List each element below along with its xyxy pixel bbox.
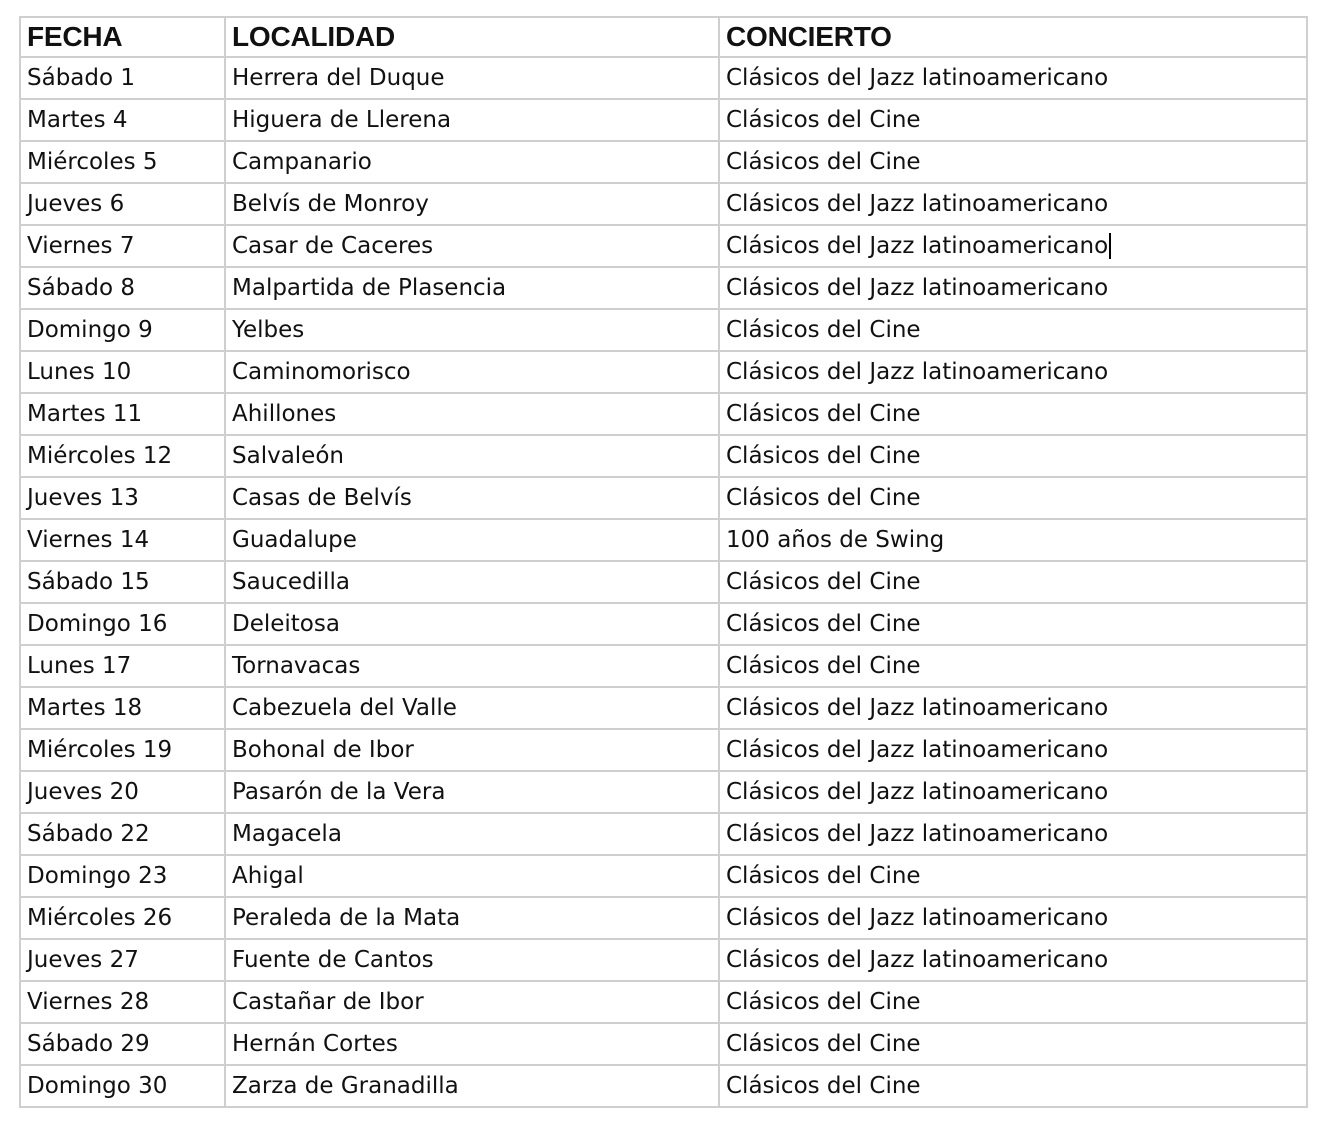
locality-cell-text: Yelbes	[232, 317, 305, 343]
table-row	[20, 603, 1307, 645]
locality-cell-text: Campanario	[232, 149, 372, 175]
locality-cell[interactable]	[225, 393, 719, 435]
locality-cell-text: Caminomorisco	[232, 359, 411, 385]
table-row	[20, 57, 1307, 99]
locality-cell[interactable]	[225, 813, 719, 855]
date-cell[interactable]	[20, 645, 225, 687]
locality-cell[interactable]	[225, 183, 719, 225]
table-row	[20, 813, 1307, 855]
date-cell[interactable]	[20, 813, 225, 855]
concert-cell-text: Clásicos del Cine	[726, 485, 921, 511]
table-row	[20, 435, 1307, 477]
locality-cell-text: Bohonal de Ibor	[232, 737, 414, 763]
locality-cell[interactable]	[225, 57, 719, 99]
date-cell[interactable]	[20, 897, 225, 939]
concert-cell[interactable]	[719, 309, 1307, 351]
date-cell[interactable]	[20, 351, 225, 393]
concert-cell[interactable]	[719, 267, 1307, 309]
date-cell[interactable]	[20, 477, 225, 519]
table-row	[20, 183, 1307, 225]
date-cell-text: Sábado 29	[27, 1031, 150, 1057]
table-row	[20, 645, 1307, 687]
date-cell[interactable]	[20, 561, 225, 603]
table-row	[20, 477, 1307, 519]
locality-cell[interactable]	[225, 477, 719, 519]
concert-cell[interactable]	[719, 771, 1307, 813]
locality-cell[interactable]	[225, 771, 719, 813]
table-row	[20, 309, 1307, 351]
table-body	[20, 57, 1307, 1107]
date-cell-text: Martes 4	[27, 107, 128, 133]
locality-cell[interactable]	[225, 267, 719, 309]
date-cell[interactable]	[20, 435, 225, 477]
date-cell[interactable]	[20, 393, 225, 435]
date-cell-text: Lunes 17	[27, 653, 132, 679]
date-cell[interactable]	[20, 939, 225, 981]
locality-cell[interactable]	[225, 309, 719, 351]
date-cell-text: Jueves 20	[27, 779, 139, 805]
concert-cell[interactable]	[719, 561, 1307, 603]
locality-cell[interactable]	[225, 225, 719, 267]
concert-cell[interactable]	[719, 393, 1307, 435]
concert-cell[interactable]	[719, 729, 1307, 771]
locality-cell[interactable]	[225, 519, 719, 561]
concert-cell[interactable]	[719, 141, 1307, 183]
locality-cell[interactable]	[225, 1065, 719, 1107]
date-cell[interactable]	[20, 1065, 225, 1107]
concert-cell-text: Clásicos del Cine	[726, 317, 921, 343]
table-row	[20, 1023, 1307, 1065]
locality-cell[interactable]	[225, 561, 719, 603]
date-cell-text: Domingo 9	[27, 317, 153, 343]
concert-cell[interactable]	[719, 603, 1307, 645]
date-cell[interactable]	[20, 183, 225, 225]
concert-cell-text: Clásicos del Cine	[726, 611, 921, 637]
locality-cell[interactable]	[225, 435, 719, 477]
date-cell[interactable]	[20, 99, 225, 141]
concert-cell[interactable]	[719, 477, 1307, 519]
locality-cell[interactable]	[225, 897, 719, 939]
concert-cell-text: Clásicos del Jazz latinoamericano	[726, 65, 1109, 91]
locality-cell[interactable]	[225, 351, 719, 393]
concert-cell[interactable]	[719, 645, 1307, 687]
date-cell-text: Jueves 27	[27, 947, 139, 973]
header-cell-localidad[interactable]: LOCALIDAD	[225, 17, 719, 57]
concert-schedule-table	[19, 16, 1308, 1108]
concert-cell-text: Clásicos del Cine	[726, 149, 921, 175]
table-row	[20, 393, 1307, 435]
locality-cell[interactable]	[225, 687, 719, 729]
concert-cell-text: Clásicos del Cine	[726, 653, 921, 679]
table-row	[20, 225, 1307, 267]
date-cell-text: Miércoles 26	[27, 905, 173, 931]
concert-cell-text: Clásicos del Jazz latinoamericano	[726, 359, 1109, 385]
locality-cell-text: Casas de Belvís	[232, 485, 412, 511]
date-cell[interactable]	[20, 309, 225, 351]
concert-cell-text: Clásicos del Cine	[726, 1073, 921, 1099]
concert-cell-text: Clásicos del Cine	[726, 989, 921, 1015]
table-row	[20, 99, 1307, 141]
concert-cell[interactable]	[719, 519, 1307, 561]
date-cell-text: Jueves 13	[27, 485, 139, 511]
concert-cell[interactable]	[719, 1065, 1307, 1107]
table-row	[20, 771, 1307, 813]
locality-cell[interactable]	[225, 1023, 719, 1065]
date-cell[interactable]	[20, 57, 225, 99]
concert-cell[interactable]	[719, 183, 1307, 225]
table-row	[20, 351, 1307, 393]
locality-cell[interactable]	[225, 141, 719, 183]
concert-cell[interactable]	[719, 813, 1307, 855]
table-row	[20, 939, 1307, 981]
concert-cell-text: Clásicos del Jazz latinoamericano	[726, 191, 1109, 217]
date-cell[interactable]	[20, 729, 225, 771]
locality-cell-text: Casar de Caceres	[232, 233, 434, 259]
concert-cell-text: Clásicos del Cine	[726, 107, 921, 133]
table-row	[20, 561, 1307, 603]
locality-cell-text: Deleitosa	[232, 611, 340, 637]
date-cell[interactable]	[20, 981, 225, 1023]
date-cell-text: Domingo 16	[27, 611, 168, 637]
concert-cell-text: Clásicos del Jazz latinoamericano	[726, 737, 1109, 763]
table-row	[20, 729, 1307, 771]
locality-cell-text: Zarza de Granadilla	[232, 1073, 459, 1099]
date-cell[interactable]	[20, 1023, 225, 1065]
concert-cell[interactable]	[719, 1023, 1307, 1065]
locality-cell[interactable]	[225, 981, 719, 1023]
date-cell[interactable]	[20, 603, 225, 645]
date-cell-text: Viernes 14	[27, 527, 150, 553]
locality-cell[interactable]	[225, 939, 719, 981]
locality-cell-text: Castañar de Ibor	[232, 989, 424, 1015]
locality-cell-text: Malpartida de Plasencia	[232, 275, 507, 301]
locality-cell-text: Ahigal	[232, 863, 304, 889]
concert-cell[interactable]	[719, 897, 1307, 939]
locality-cell-text: Belvís de Monroy	[232, 191, 429, 217]
table-row	[20, 855, 1307, 897]
date-cell-text: Miércoles 19	[27, 737, 173, 763]
date-cell[interactable]	[20, 519, 225, 561]
concert-cell-text: Clásicos del Cine	[726, 1031, 921, 1057]
locality-cell-text: Higuera de Llerena	[232, 107, 452, 133]
concert-cell[interactable]	[719, 939, 1307, 981]
locality-cell-text: Salvaleón	[232, 443, 344, 469]
locality-cell[interactable]	[225, 729, 719, 771]
date-cell-text: Sábado 22	[27, 821, 150, 847]
locality-cell-text: Cabezuela del Valle	[232, 695, 457, 721]
locality-cell-text: Fuente de Cantos	[232, 947, 434, 973]
concert-cell-text: Clásicos del Jazz latinoamericano	[726, 232, 1109, 259]
date-cell-text: Jueves 6	[27, 191, 125, 217]
concert-cell[interactable]	[719, 99, 1307, 141]
date-cell-text: Miércoles 5	[27, 149, 158, 175]
concert-cell[interactable]	[719, 855, 1307, 897]
concert-cell[interactable]	[719, 687, 1307, 729]
concert-cell[interactable]	[719, 351, 1307, 393]
concert-cell[interactable]	[719, 435, 1307, 477]
table-row	[20, 141, 1307, 183]
concert-cell[interactable]	[719, 981, 1307, 1023]
locality-cell-text: Pasarón de la Vera	[232, 779, 446, 805]
table-row	[20, 1065, 1307, 1107]
concert-cell[interactable]	[719, 57, 1307, 99]
concert-cell-text: Clásicos del Cine	[726, 569, 921, 595]
date-cell-text: Martes 11	[27, 401, 143, 427]
locality-cell-text: Tornavacas	[232, 653, 361, 679]
locality-cell[interactable]	[225, 645, 719, 687]
locality-cell[interactable]	[225, 855, 719, 897]
locality-cell-text: Saucedilla	[232, 569, 350, 595]
text-cursor	[1109, 233, 1111, 259]
concert-cell-text: 100 años de Swing	[726, 527, 945, 553]
header-cell-concierto[interactable]: CONCIERTO	[719, 17, 1307, 57]
date-cell[interactable]	[20, 141, 225, 183]
concert-cell-text: Clásicos del Cine	[726, 443, 921, 469]
date-cell-text: Lunes 10	[27, 359, 132, 385]
table-row	[20, 981, 1307, 1023]
locality-cell-text: Hernán Cortes	[232, 1031, 398, 1057]
table-row	[20, 267, 1307, 309]
date-cell-text: Domingo 23	[27, 863, 168, 889]
date-cell[interactable]	[20, 267, 225, 309]
date-cell[interactable]	[20, 687, 225, 729]
date-cell-text: Sábado 1	[27, 65, 136, 91]
date-cell-text: Domingo 30	[27, 1073, 168, 1099]
date-cell-text: Martes 18	[27, 695, 143, 721]
locality-cell[interactable]	[225, 603, 719, 645]
date-cell[interactable]	[20, 855, 225, 897]
table-row	[20, 519, 1307, 561]
header-cell-fecha[interactable]: FECHA	[20, 17, 225, 57]
date-cell[interactable]	[20, 225, 225, 267]
date-cell-text: Viernes 28	[27, 989, 150, 1015]
concert-cell-text: Clásicos del Jazz latinoamericano	[726, 695, 1109, 721]
date-cell-text: Viernes 7	[27, 233, 135, 259]
concert-cell-text: Clásicos del Cine	[726, 863, 921, 889]
locality-cell-text: Peraleda de la Mata	[232, 905, 461, 931]
concert-cell-text: Clásicos del Jazz latinoamericano	[726, 821, 1109, 847]
locality-cell-text: Guadalupe	[232, 527, 357, 553]
concert-cell-text: Clásicos del Jazz latinoamericano	[726, 275, 1109, 301]
concert-cell-text: Clásicos del Jazz latinoamericano	[726, 779, 1109, 805]
date-cell-text: Sábado 15	[27, 569, 150, 595]
locality-cell-text: Ahillones	[232, 401, 337, 427]
locality-cell-text: Herrera del Duque	[232, 65, 445, 91]
concert-cell-text: Clásicos del Jazz latinoamericano	[726, 947, 1109, 973]
header-row	[20, 17, 1307, 57]
table-row	[20, 687, 1307, 729]
locality-cell-text: Magacela	[232, 821, 342, 847]
concert-cell-text: Clásicos del Jazz latinoamericano	[726, 905, 1109, 931]
table-row	[20, 897, 1307, 939]
concert-cell-text: Clásicos del Cine	[726, 401, 921, 427]
locality-cell[interactable]	[225, 99, 719, 141]
date-cell-text: Sábado 8	[27, 275, 136, 301]
date-cell-text: Miércoles 12	[27, 443, 173, 469]
concert-cell[interactable]	[719, 225, 1307, 267]
date-cell[interactable]	[20, 771, 225, 813]
